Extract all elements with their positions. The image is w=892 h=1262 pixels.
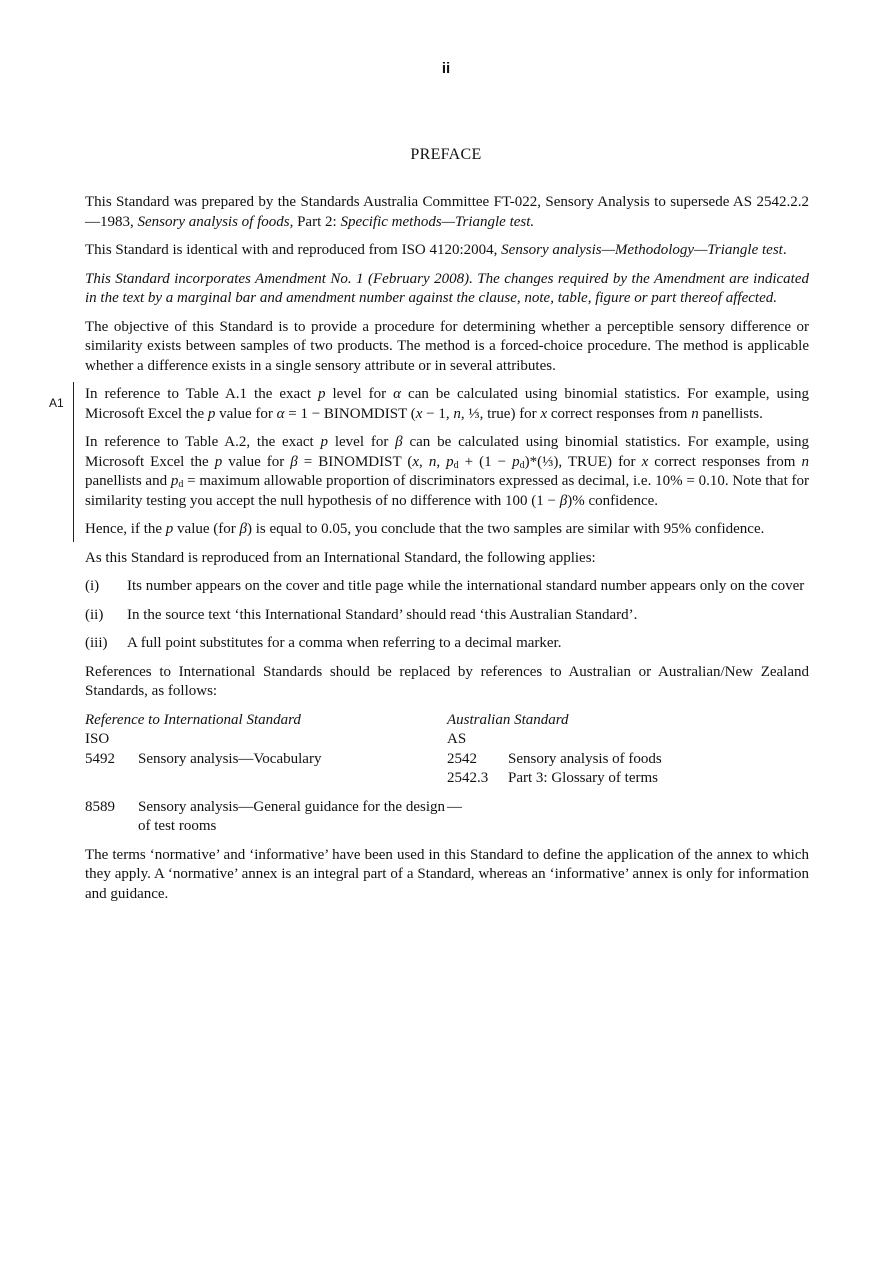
reference-table-header-australian: Australian Standard xyxy=(447,711,569,728)
preface-paragraph-amendment-note: This Standard incorporates Amendment No. 1 (February 2008). The changes required by the Amendment are indicated in the text by a marginal bar and amendment number against the clause, note, table, figure or part thereof affected. xyxy=(85,270,809,306)
preface-paragraph-objective: The objective of this Standard is to provide a procedure for determining whether a perceptible sensory difference or similarity exists between samples of two products. The method is a forced-choice procedure. The method is applicable whether a difference exists in a single sensory attribute or in several attributes. xyxy=(85,318,809,374)
amendment-paragraph-hence: Hence, if the p value (for β) is equal to 0.05, you conclude that the two samples are similar with 95% confidence. xyxy=(85,521,765,537)
list-item: (iii) A full point substitutes for a comma when referring to a decimal marker. xyxy=(85,635,562,651)
reference-table-subheader-as: AS xyxy=(447,731,467,747)
reference-table-subheader-iso: ISO xyxy=(85,731,110,747)
preface-paragraph-references: References to International Standards should be replaced by references to Australian or Australian/New Zealand Standards, as follows: xyxy=(85,663,809,699)
list-item: (ii) In the source text ‘this International Standard’ should read ‘this Australian Standard’. xyxy=(85,606,638,623)
page-number: ii xyxy=(441,60,451,77)
page-title: PREFACE xyxy=(410,146,482,163)
reference-table-header-international: Reference to International Standard xyxy=(85,711,301,728)
amendment-paragraph-beta: In reference to Table A.2, the exact p level for β can be calculated using binomial statistics. For example, using Microsoft Excel the p value for β = BINOMDIST (x, n, $p_d + (1$ − $p_d)*(\frac{1}{3})$, TRUE) for x correct responses from n panellists and $p_d$ = maximum allowable proportion of discriminators expressed as decimal, i.e. 10% = 0.10. Note that for similarity testing you accept the null hypothesis of no difference with 100 (1 − β)% confidence. xyxy=(85,434,809,509)
preface-paragraph-committee: This Standard was prepared by the Standards Australia Committee FT-022, Sensory Analysis to supersede AS 2542.2.2—1983, Sensory analysis of foods, Part 2: Specific methods—Triangle test. xyxy=(85,194,809,230)
table-row: 5492 Sensory analysis—Vocabulary 2542 Sensory analysis of foods xyxy=(85,750,662,767)
list-item: (i) Its number appears on the cover and title page while the international standard number appears only on the cover xyxy=(85,578,805,594)
amendment-paragraph-alpha: In reference to Table A.1 the exact p level for α can be calculated using binomial statistics. For example, using Microsoft Excel the p value for α = 1 − BINOMDIST (x − 1, n, ⅓, true) for x correct responses from n panellists. xyxy=(85,386,809,422)
reference-table xyxy=(85,711,809,837)
amendment-block xyxy=(49,385,809,540)
table-row: 2542.3 Part 3: Glossary of terms xyxy=(447,770,658,786)
preface-paragraph-identical: This Standard is identical with and reproduced from ISO 4120:2004, Sensory analysis—Methodology—Triangle test. xyxy=(85,242,787,258)
table-row: 8589 Sensory analysis—General guidance for the design of test rooms — xyxy=(85,798,462,834)
amendment-marginal-bar xyxy=(73,382,74,542)
preface-paragraph-annex-terms: The terms ‘normative’ and ‘informative’ have been used in this Standard to define the application of the annex to which they apply. A ‘normative’ annex is an integral part of a Standard, whereas an ‘informative’ annex is only for information and guidance. xyxy=(85,846,809,902)
preface-paragraph-applies: As this Standard is reproduced from an International Standard, the following applies: xyxy=(85,549,596,566)
amendment-number-tag: A1 xyxy=(49,396,64,410)
preface-body xyxy=(49,193,809,913)
